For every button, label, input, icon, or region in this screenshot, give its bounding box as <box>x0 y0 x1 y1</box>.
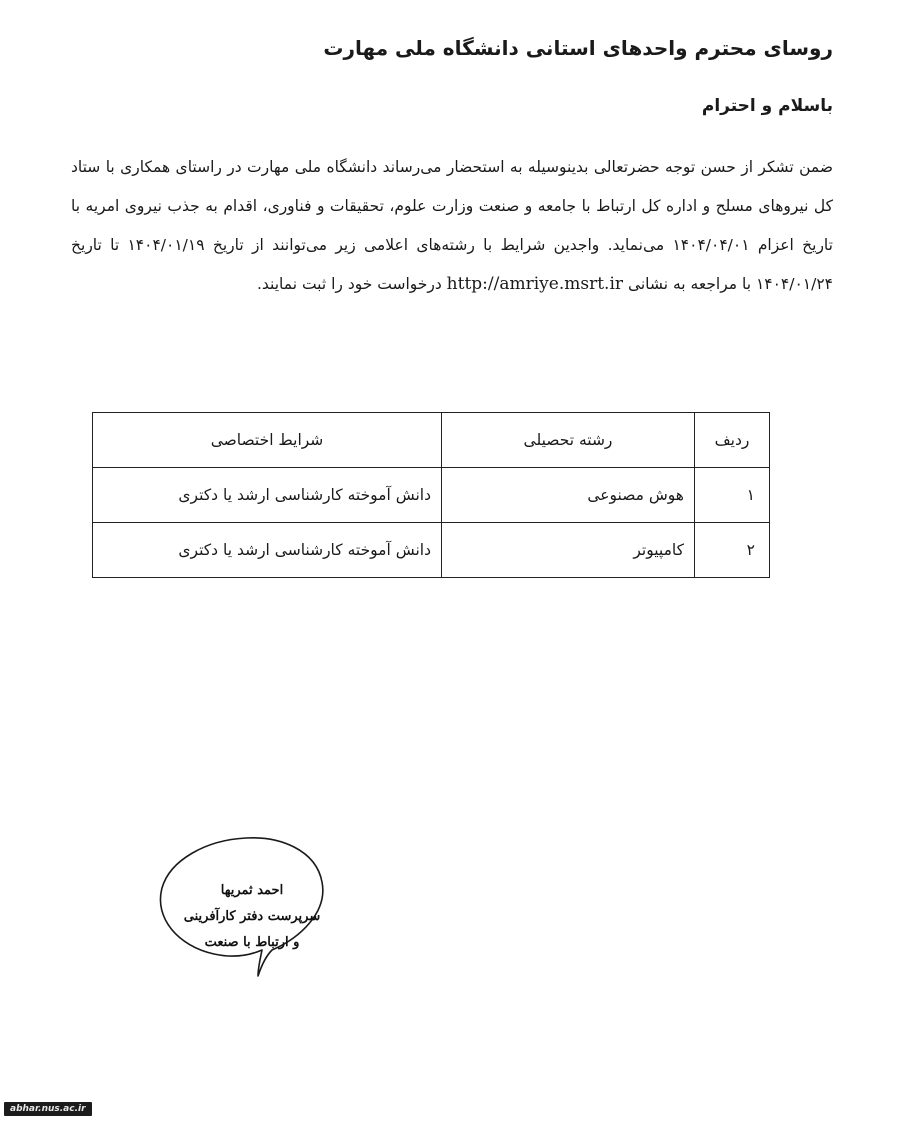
table-row <box>93 523 770 578</box>
signature-title-line2: و ارتباط با صنعت <box>204 935 300 950</box>
header-conditions: شرایط اختصاصی <box>93 413 442 468</box>
header-field: رشته تحصیلی <box>442 413 695 468</box>
row-conditions: دانش آموخته کارشناسی ارشد یا دکتری <box>93 468 442 523</box>
registration-url: http://amriye.msrt.ir <box>446 274 624 294</box>
signature-name: احمد ثمریها <box>220 883 284 898</box>
table-row <box>93 468 770 523</box>
row-number: ۲ <box>695 523 770 578</box>
row-field: کامپیوتر <box>442 523 695 578</box>
letter-body <box>71 148 833 304</box>
site-watermark: abhar.nus.ac.ir <box>4 1102 92 1116</box>
row-conditions: دانش آموخته کارشناسی ارشد یا دکتری <box>93 523 442 578</box>
letter-body-end: درخواست خود را ثبت نمایند. <box>256 275 442 293</box>
signature-text <box>172 878 332 956</box>
signature-title-line1: سرپرست دفتر کارآفرینی <box>183 909 321 924</box>
row-number: ۱ <box>695 468 770 523</box>
signature <box>150 826 340 986</box>
letter-greeting: باسلام و احترام <box>701 96 833 116</box>
fields-table <box>92 412 770 578</box>
header-row-number: ردیف <box>695 413 770 468</box>
letter-body-main: ضمن تشکر از حسن توجه حضرتعالی بدینوسیله به استحضار می‌رساند دانشگاه ملی مهارت در راستای همکاری با ستاد کل نیروهای مسلح و اداره کل ارتباط با جامعه و صنعت وزارت علوم، تحقیقات و فناوری، اقدام به جذب نیروی امریه با تاریخ اعزام ۱۴۰۴/۰۴/۰۱ می‌نماید. واجدین شرایط با رشته‌های اعلامی زیر می‌توانند از تاریخ ۱۴۰۴/۰۱/۱۹ تا تاریخ ۱۴۰۴/۰۱/۲۴ با مراجعه به نشانی <box>71 158 833 293</box>
table-header-row <box>93 413 770 468</box>
row-field: هوش مصنوعی <box>442 468 695 523</box>
letter-heading: روسای محترم واحدهای استانی دانشگاه ملی مهارت <box>323 36 833 60</box>
